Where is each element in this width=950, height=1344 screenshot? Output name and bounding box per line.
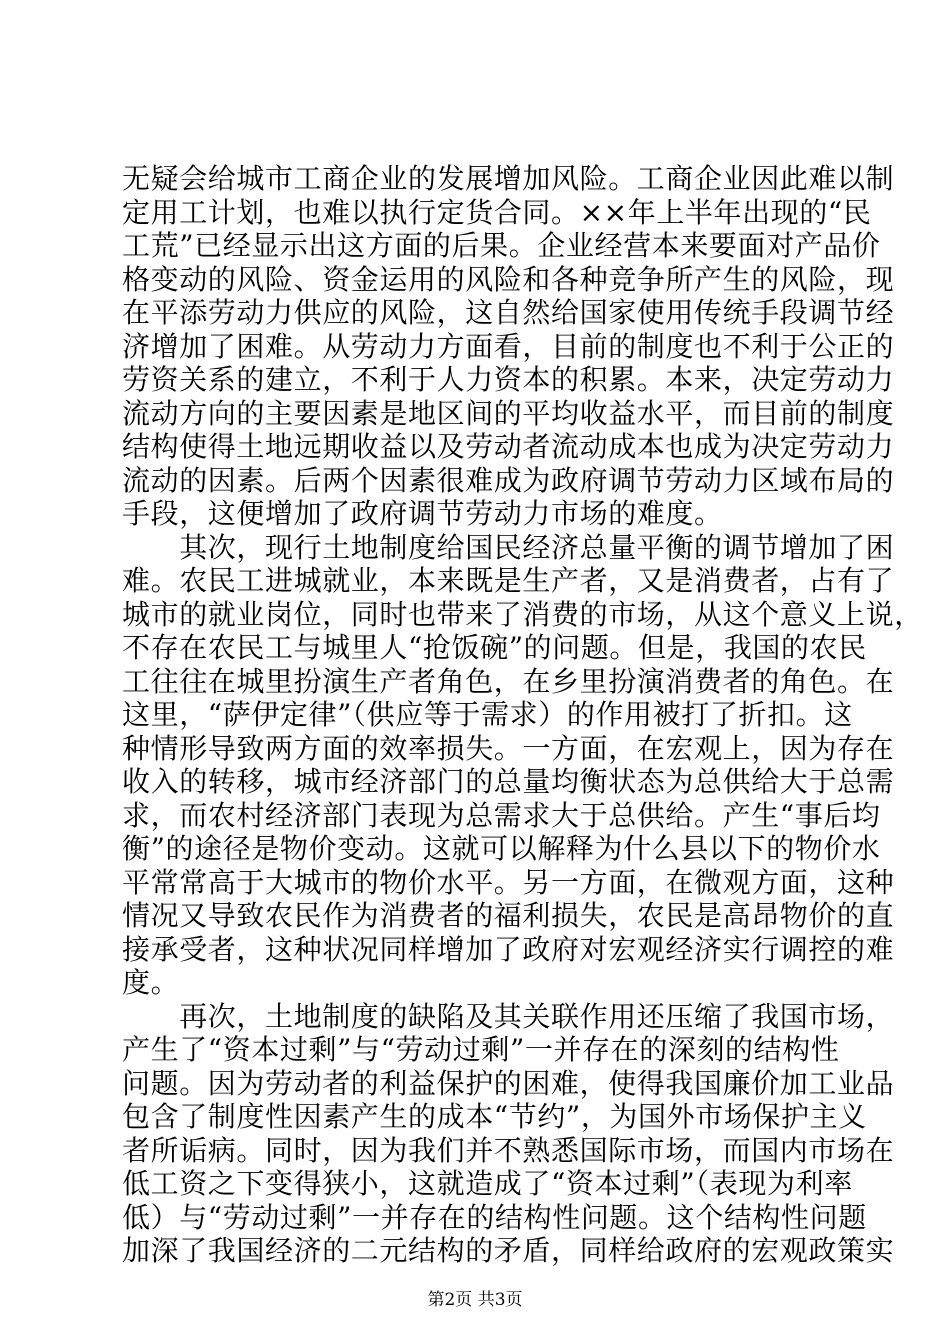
text-line: 手段，这便增加了政府调节劳动力市场的难度。 <box>122 497 723 530</box>
text-line: 求，而农村经济部门表现为总需求大于总供给。产生“事后均 <box>122 798 881 832</box>
text-line: 工往往在城里扮演生产者角色，在乡里扮演消费者的角色。在 <box>122 664 895 698</box>
text-line: 城市的就业岗位，同时也带来了消费的市场，从这个意义上说， <box>122 597 923 631</box>
text-line: 定用工计划，也难以执行定货合同。××年上半年出现的“民 <box>122 195 872 229</box>
text-line: 劳资关系的建立，不利于人力资本的积累。本来，决定劳动力 <box>122 363 895 396</box>
text-line: 包含了制度性因素产生的成本“节约”，为国外市场保护主义 <box>122 1100 867 1133</box>
page-indicator: 第2页 共3页 <box>427 1290 523 1310</box>
text-line: 者所诟病。同时，因为我们并不熟悉国际市场，而国内市场在 <box>122 1133 895 1167</box>
text-line: 格变动的风险、资金运用的风险和各种竞争所产生的风险，现 <box>122 262 895 296</box>
paragraph-start-line: 其次，现行土地制度给国民经济总量平衡的调节增加了困 <box>122 530 895 564</box>
text-line: 低）与“劳动过剩”一并存在的结构性问题。这个结构性问题 <box>122 1200 867 1234</box>
text-line: 度。 <box>122 966 180 999</box>
text-line: 不存在农民工与城里人“抢饭碗”的问题。但是，我国的农民 <box>122 631 867 664</box>
text-line: 加深了我国经济的二元结构的矛盾，同样给政府的宏观政策实 <box>122 1234 895 1267</box>
text-line: 在平添劳动力供应的风险，这自然给国家使用传统手段调节经 <box>122 296 895 329</box>
text-line: 低工资之下变得狭小，这就造成了“资本过剩”（表现为利率 <box>122 1167 853 1200</box>
text-line: 难。农民工进城就业，本来既是生产者，又是消费者，占有了 <box>122 564 895 597</box>
text-line: 收入的转移，城市经济部门的总量均衡状态为总供给大于总需 <box>122 765 895 798</box>
text-line: 无疑会给城市工商企业的发展增加风险。工商企业因此难以制 <box>122 162 895 195</box>
text-line: 工荒”已经显示出这方面的后果。企业经营本来要面对产品价 <box>122 229 881 262</box>
text-line: 情况又导致农民作为消费者的福利损失，农民是高昂物价的直 <box>122 899 895 932</box>
text-line: 衡”的途径是物价变动。这就可以解释为什么县以下的物价水 <box>122 832 881 865</box>
text-line: 这里，“萨伊定律”（供应等于需求）的作用被打了折扣。这 <box>122 698 853 731</box>
text-line: 结构使得土地远期收益以及劳动者流动成本也成为决定劳动力 <box>122 430 895 463</box>
text-line: 济增加了困难。从劳动力方面看，目前的制度也不利于公正的 <box>122 329 895 363</box>
paragraph-start-line: 再次，土地制度的缺陷及其关联作用还压缩了我国市场， <box>122 999 895 1033</box>
text-line: 平常常高于大城市的物价水平。另一方面，在微观方面，这种 <box>122 865 895 899</box>
text-line: 种情形导致两方面的效率损失。一方面，在宏观上，因为存在 <box>122 731 895 765</box>
body-text <box>122 162 923 1268</box>
text-line: 流动方向的主要因素是地区间的平均收益水平，而目前的制度 <box>122 396 895 430</box>
text-line: 流动的因素。后两个因素很难成为政府调节劳动力区域布局的 <box>122 463 895 497</box>
text-line: 问题。因为劳动者的利益保护的困难，使得我国廉价加工业品 <box>122 1066 895 1100</box>
page-footer <box>0 1290 950 1310</box>
text-line: 接承受者，这种状况同样增加了政府对宏观经济实行调控的难 <box>122 932 895 966</box>
text-line: 产生了“资本过剩”与“劳动过剩”一并存在的深刻的结构性 <box>122 1033 840 1066</box>
